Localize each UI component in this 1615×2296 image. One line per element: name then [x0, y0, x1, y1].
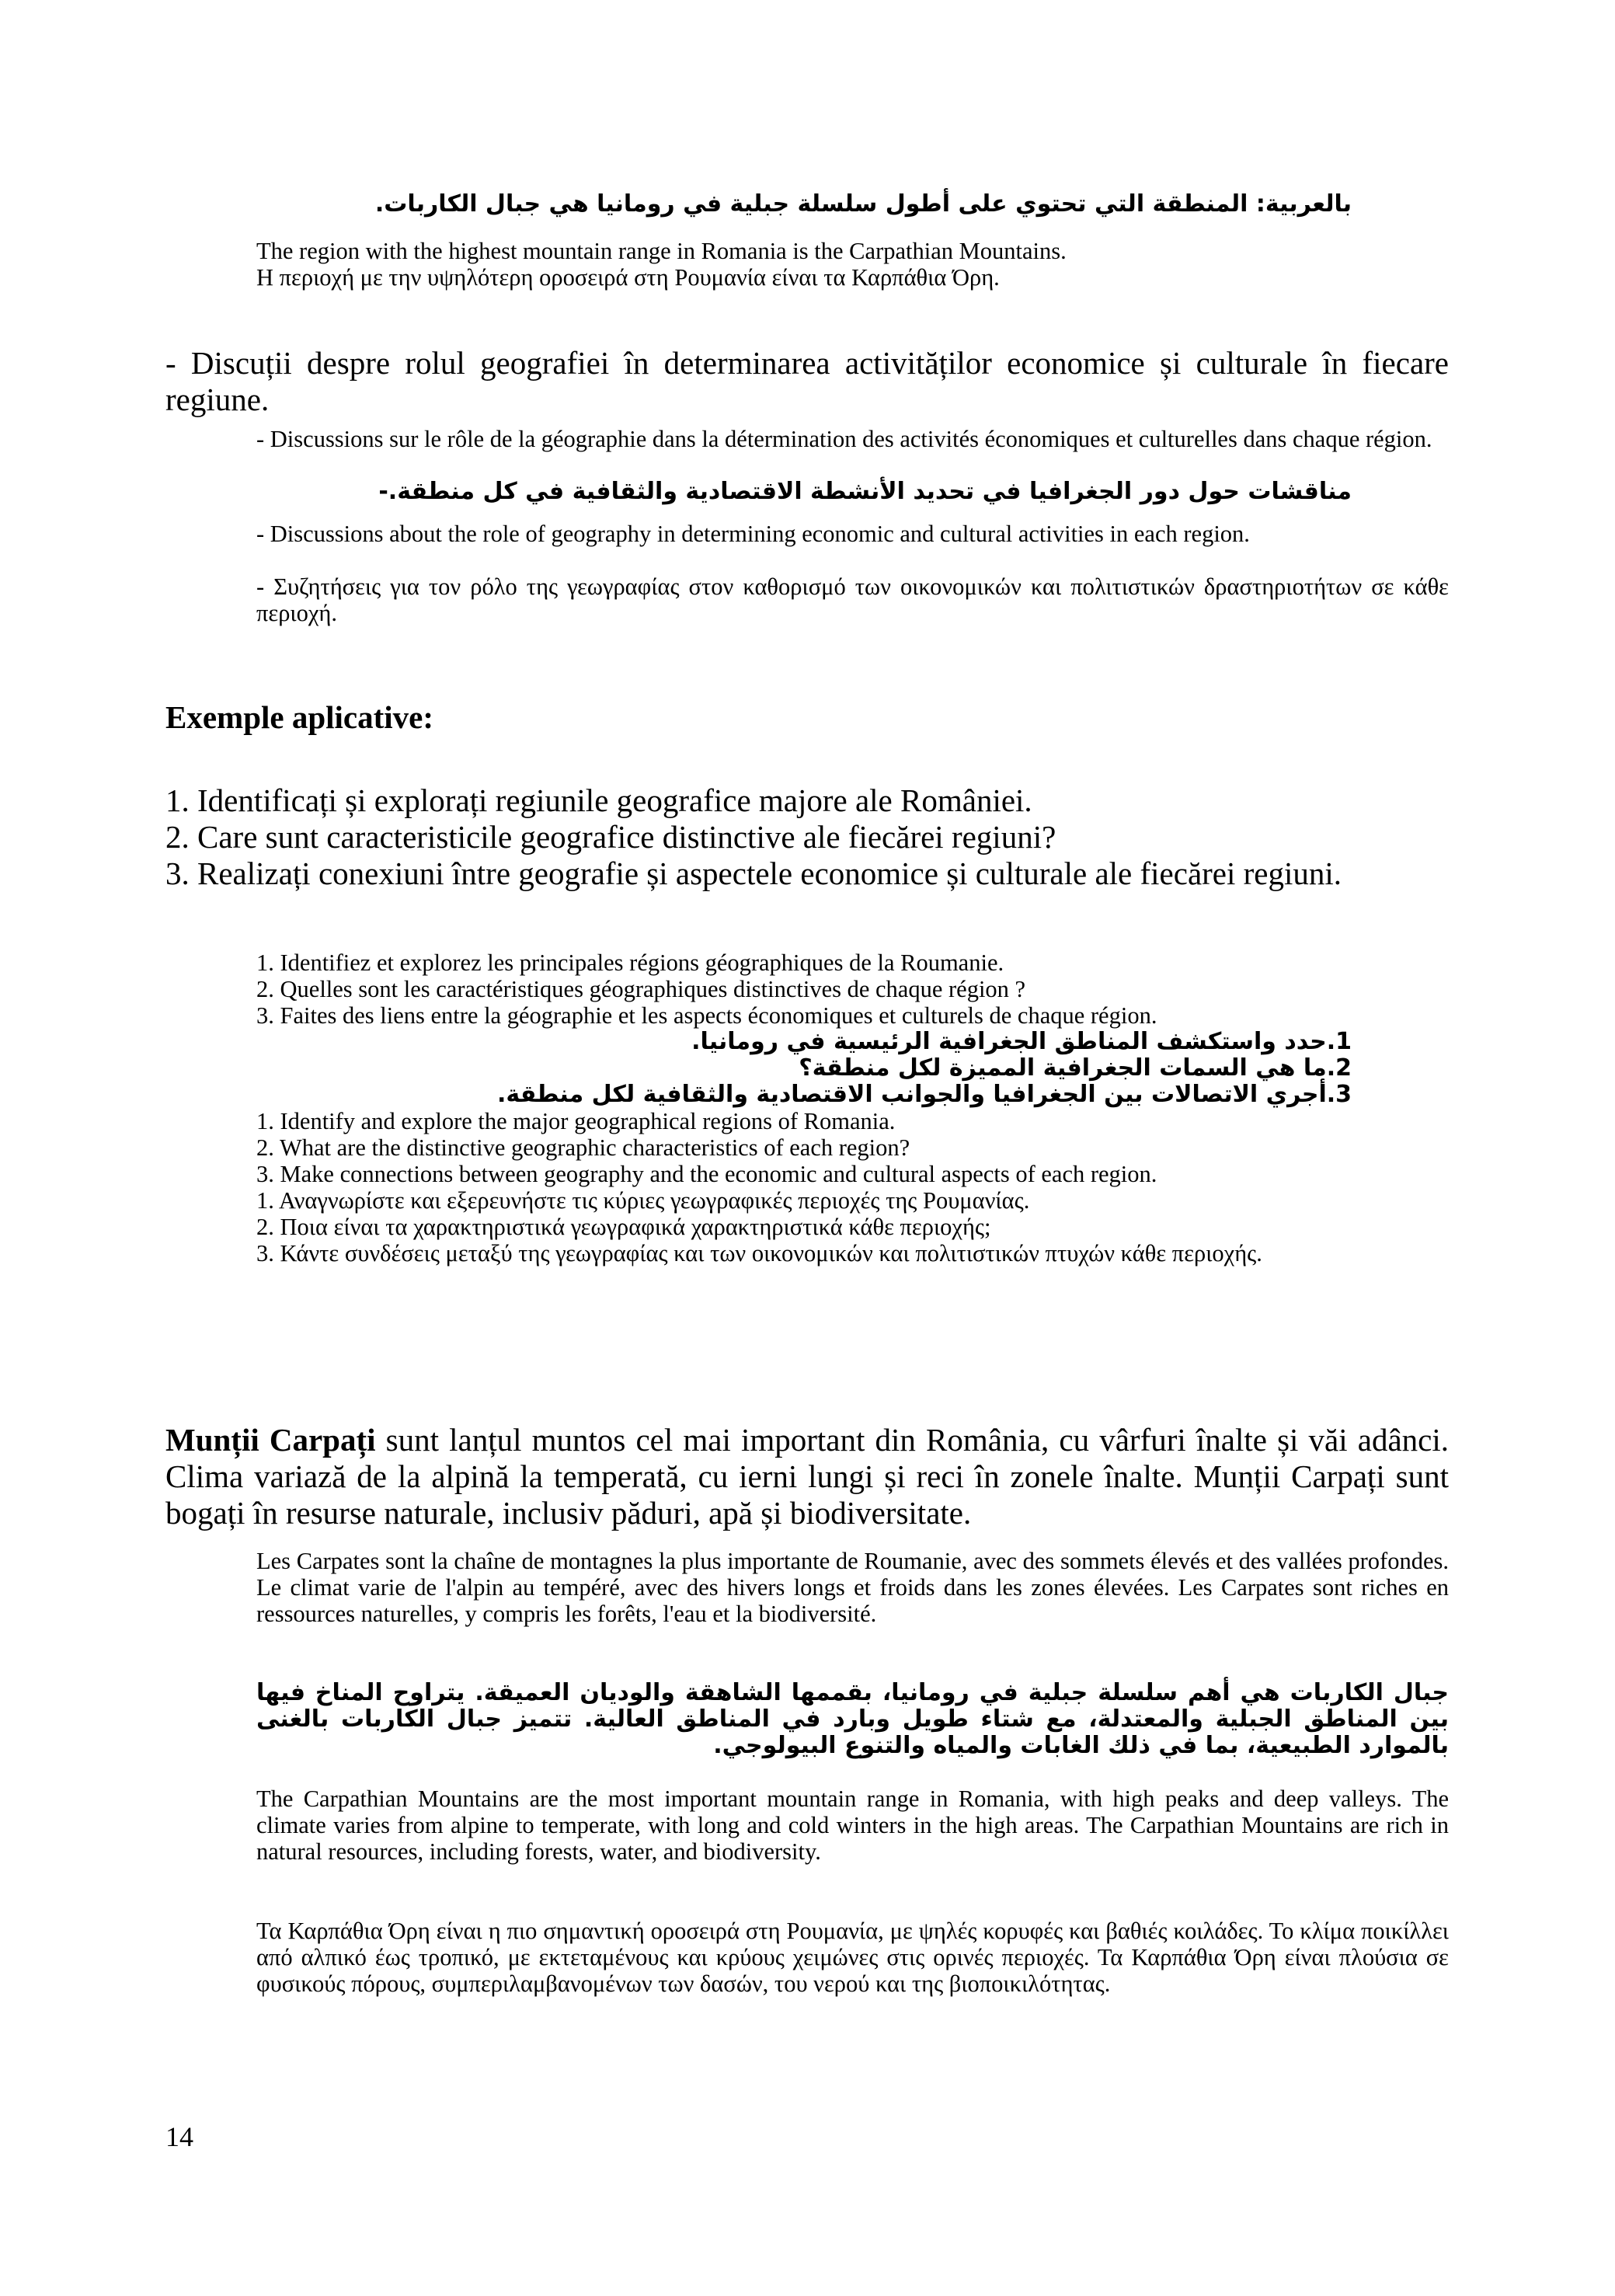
examples-heading: Exemple aplicative:: [165, 699, 434, 735]
example-ro-1: 1. Identificați și explorați regiunile geografice majore ale României.: [165, 782, 1032, 818]
examples-greek-list: [256, 1187, 1449, 1266]
intro-english: The region with the highest mountain range in Romania is the Carpathian Mountains.: [256, 238, 1067, 264]
discussion-greek: - Συζητήσεις για τον ρόλο της γεωγραφίας στον καθορισμό των οικονομικών και πολιτιστικών δραστηριοτήτων σε κάθε περιοχή.: [256, 573, 1449, 626]
example-el-3: 3. Κάντε συνδέσεις μεταξύ της γεωγραφίας και των οικονομικών και πολιτιστικών πτυχών κάθε περιοχής.: [256, 1240, 1262, 1266]
carpathians-arabic: جبال الكاربات هي أهم سلسلة جبلية في رومانيا، بقممها الشاهقة والوديان العميقة. يتراوح المناخ فيها بين المناطق الجبلية والمعتدلة، مع شتاء طويل وبارد في المناطق العالية. تتميز جبال الكاربات بالغنى بالموارد الطبيعية، بما في ذلك الغابات والمياه والتنوع البيولوجي.: [256, 1679, 1449, 1759]
example-ro-2: 2. Care sunt caracteristicile geografice distinctive ale fiecărei regiuni?: [165, 819, 1056, 855]
carpathians-english: The Carpathian Mountains are the most important mountain range in Romania, with high peaks and deep valleys. The climate varies from alpine to temperate, with long and cold winters in the high areas. The Carpathian Mountains are rich in natural resources, including forests, water, and biodiversity.: [256, 1786, 1449, 1865]
page-number: 14: [165, 2121, 193, 2152]
example-fr-2: 2. Quelles sont les caractéristiques géographiques distinctives de chaque région ?: [256, 976, 1026, 1002]
example-fr-1: 1. Identifiez et explorez les principales régions géographiques de la Roumanie.: [256, 949, 1004, 976]
discussion-arabic: مناقشات حول دور الجغرافيا في تحديد الأنشطة الاقتصادية والثقافية في كل منطقة.-: [378, 478, 1352, 505]
examples-french-list: [256, 949, 1449, 1029]
examples-arabic-list: [256, 1029, 1352, 1108]
examples-english-list: [256, 1108, 1449, 1187]
example-en-1: 1. Identify and explore the major geographical regions of Romania.: [256, 1108, 896, 1134]
example-el-2: 2. Ποια είναι τα χαρακτηριστικά γεωγραφικά χαρακτηριστικά κάθε περιοχής;: [256, 1214, 991, 1240]
example-el-1: 1. Αναγνωρίστε και εξερευνήστε τις κύριες γεωγραφικές περιοχές της Ρουμανίας.: [256, 1187, 1030, 1214]
example-ar-1: 1.حدد واستكشف المناطق الجغرافية الرئيسية في رومانيا.: [691, 1028, 1352, 1055]
example-en-2: 2. What are the distinctive geographic characteristics of each region?: [256, 1134, 910, 1161]
example-en-3: 3. Make connections between geography and the economic and cultural aspects of each region.: [256, 1161, 1157, 1187]
discussion-english: - Discussions about the role of geography in determining economic and cultural activities in each region.: [256, 521, 1250, 547]
carpathians-romanian: [165, 1422, 1449, 1531]
example-fr-3: 3. Faites des liens entre la géographie et les aspects économiques et culturels de chaque région.: [256, 1002, 1157, 1029]
example-ro-3: 3. Realizați conexiuni între geografie și aspectele economice și culturale ale fiecărei regiuni.: [165, 855, 1342, 891]
example-ar-2: 2.ما هي السمات الجغرافية المميزة لكل منطقة؟: [799, 1054, 1352, 1082]
intro-greek: Η περιοχή με την υψηλότερη οροσειρά στη Ρουμανία είναι τα Καρπάθια Όρη.: [256, 264, 1000, 291]
intro-arabic: بالعربية: المنطقة التي تحتوي على أطول سلسلة جبلية في رومانيا هي جبال الكاربات.: [374, 190, 1352, 218]
discussion-french: - Discussions sur le rôle de la géographie dans la détermination des activités économiques et culturelles dans chaque région.: [256, 426, 1432, 452]
discussion-romanian: - Discuții despre rolul geografiei în determinarea activităților economice și culturale în fiecare regiune.: [165, 345, 1449, 417]
carpathians-greek: Τα Καρπάθια Όρη είναι η πιο σημαντική οροσειρά στη Ρουμανία, με ψηλές κορυφές και βαθιές κοιλάδες. Το κλίμα ποικίλλει από αλπικό έως τροπικό, με εκτεταμένους και κρύους χειμώνες στις ορινές περιοχές. Τα Καρπάθια Όρη είναι πλούσια σε φυσικούς πόρους, συμπεριλαμβανομένων των δασών, του νερού και της βιοποικιλότητας.: [256, 1918, 1449, 1997]
carpathians-romanian-text: sunt lanțul muntos cel mai important din România, cu vârfuri înalte și văi adânci. Clima variază de la alpină la temperată, cu ierni lungi și reci în zonele înalte. Munții Carpați sunt bogați în resurse naturale, inclusiv păduri, apă și biodiversitate.: [165, 1422, 1449, 1531]
carpathians-french: Les Carpates sont la chaîne de montagnes la plus importante de Roumanie, avec des sommets élevés et des vallées profondes. Le climat varie de l'alpin au tempéré, avec des hivers longs et froids dans les zones élevées. Les Carpates sont riches en ressources naturelles, y compris les forêts, l'eau et la biodiversité.: [256, 1548, 1449, 1627]
example-ar-3: 3.أجري الاتصالات بين الجغرافيا والجوانب الاقتصادية والثقافية لكل منطقة.: [496, 1081, 1352, 1108]
examples-romanian-list: [165, 782, 1449, 892]
carpathians-title: Munții Carpați: [165, 1422, 376, 1458]
